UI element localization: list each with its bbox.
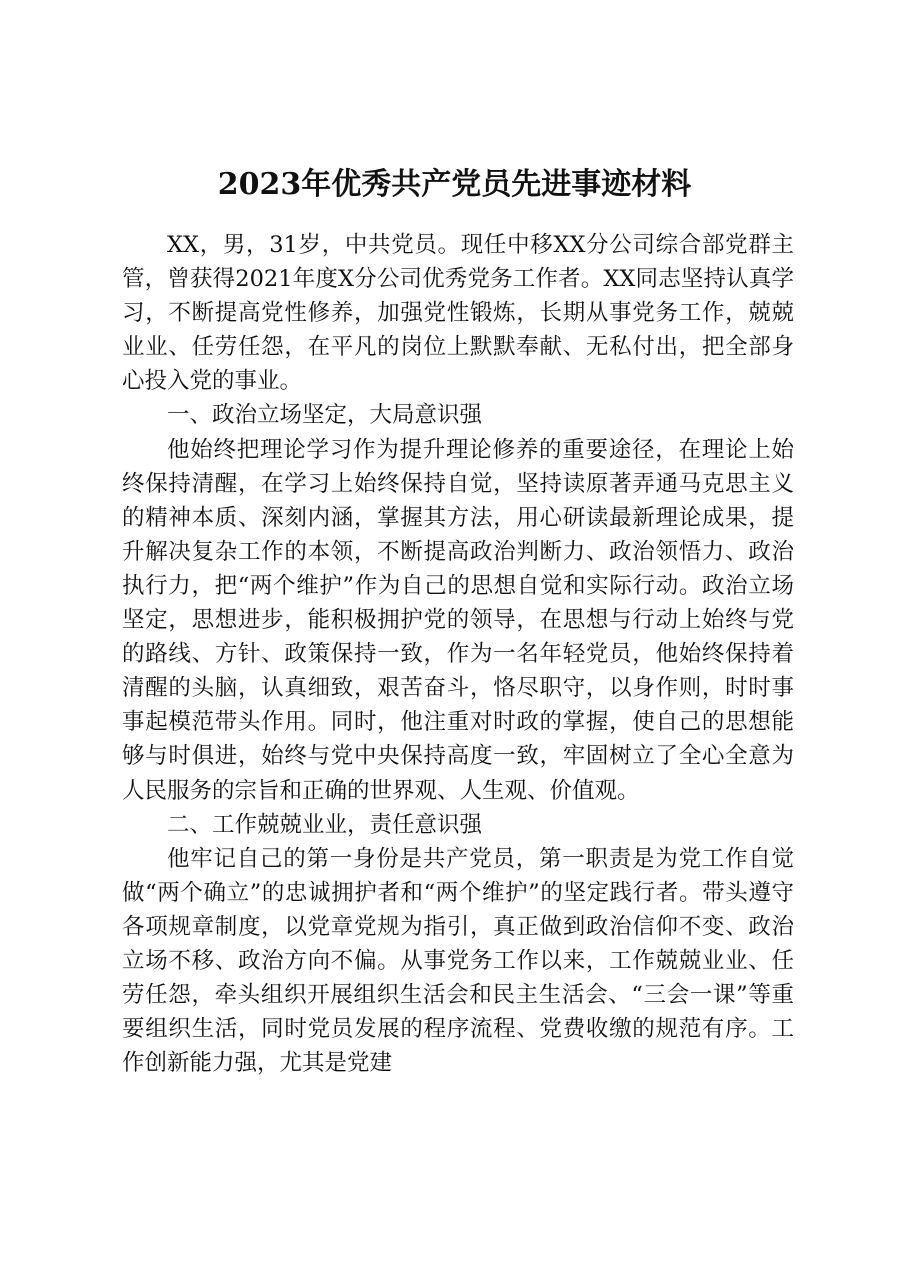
document-body xyxy=(122,228,794,1080)
paragraph-section-1: 他始终把理论学习作为提升理论修养的重要途径，在理论上始终保持清醒，在学习上始终保持自觉，坚持读原著弄通马克思主义的精神本质、深刻内涵，掌握其方法，用心研读最新理论成果，提升解决复杂工作的本领，不断提高政治判断力、政治领悟力、政治执行力，把“两个维护”作为自己的思想自觉和实际行动。政治立场坚定，思想进步，能积极拥护党的领导，在思想与行动上始终与党的路线、方针、政策保持一致，作为一名年轻党员，他始终保持着清醒的头脑，认真细致，艰苦奋斗，恪尽职守，以身作则，时时事事起模范带头作用。同时，他注重对时政的掌握，使自己的思想能够与时俱进，始终与党中央保持高度一致，牢固树立了全心全意为人民服务的宗旨和正确的世界观、人生观、价值观。 xyxy=(122,436,794,804)
paragraph-intro: XX，男，31岁，中共党员。现任中移XX分公司综合部党群主管，曾获得2021年度X分公司优秀党务工作者。XX同志坚持认真学习，不断提高党性修养，加强党性锻炼，长期从事党务工作，兢兢业业、任劳任怨，在平凡的岗位上默默奉献、无私付出，把全部身心投入党的事业。 xyxy=(122,232,794,395)
document-title: 2023年优秀共产党员先进事迹材料 xyxy=(217,167,692,202)
section-heading-1: 一、政治立场坚定，大局意识强 xyxy=(167,402,483,429)
paragraph-section-2: 他牢记自己的第一身份是共产党员，第一职责是为党工作自觉做“两个确立”的忠诚拥护者和“两个维护”的坚定践行者。带头遵守各项规章制度，以党章党规为指引，真正做到政治信仰不变、政治立场不移、政治方向不偏。从事党务工作以来，工作兢兢业业、任劳任怨，牵头组织开展组织生活会和民主生活会、“三会一课”等重要组织生活，同时党员发展的程序流程、党费收缴的规范有序。工作创新能力强，尤其是党建 xyxy=(122,845,794,1077)
section-heading-2: 二、工作兢兢业业，责任意识强 xyxy=(167,811,483,838)
